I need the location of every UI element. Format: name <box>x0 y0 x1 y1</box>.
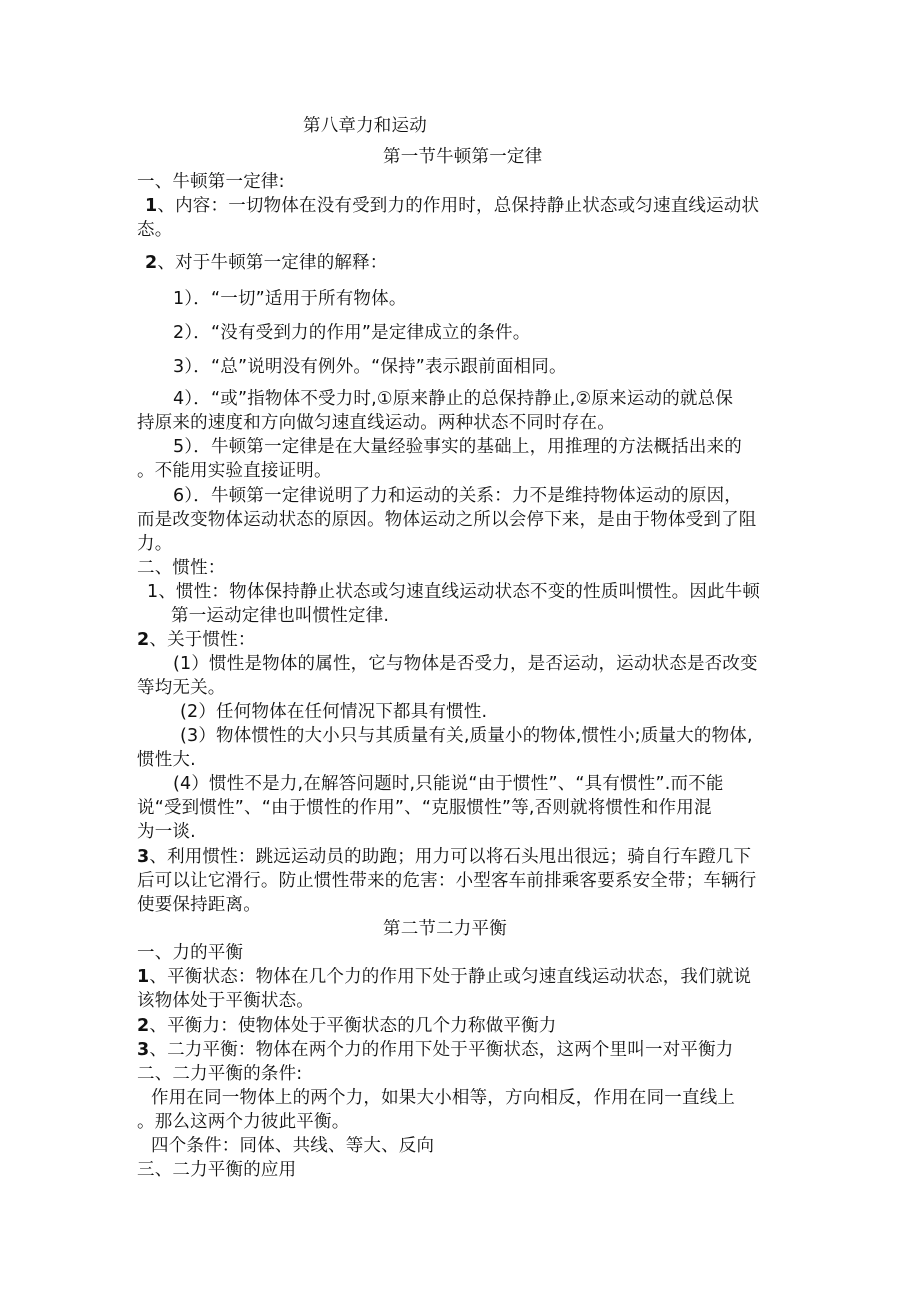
inertia-about-heading <box>137 628 256 652</box>
item-number: 2 <box>137 1016 150 1036</box>
section-title-1: 第一节牛顿第一定律 <box>383 147 543 167</box>
item-number: 3 <box>137 847 150 867</box>
explain-item-6-line2: 而是改变物体运动状态的原因。物体运动之所以会停下来，是由于物体受到了阻 <box>137 510 757 530</box>
conditions-line1: 作用在同一物体上的两个力，如果大小相等，方向相反，作用在同一直线上 <box>151 1088 736 1108</box>
inertia-def-line1: 1、惯性：物体保持静止状态或匀速直线运动状态不变的性质叫惯性。因此牛顿 <box>147 582 761 602</box>
text: 、利用惯性：跳远运动员的助跑；用力可以将石头甩出很远；骑自行车蹬几下 <box>149 847 752 867</box>
inertia-point-4-line3: 为一谈. <box>137 822 196 842</box>
text: 、对于牛顿第一定律的解释： <box>157 253 388 273</box>
inertia-point-3-line1: (3）物体惯性的大小只与其质量有关,质量小的物体,惯性小;质量大的物体, <box>180 726 753 746</box>
heading-balance-conditions: 二、二力平衡的条件: <box>137 1064 303 1084</box>
heading-newton-first-law: 一、牛顿第一定律: <box>137 172 285 192</box>
balance-state-line2: 该物体处于平衡状态。 <box>137 991 314 1011</box>
explain-item-6-line1: 6）．牛顿第一定律说明了力和运动的关系：力不是维持物体运动的原因， <box>173 486 742 506</box>
balance-state-line1 <box>137 965 751 989</box>
chapter-title: 第八章力和运动 <box>303 116 427 136</box>
paragraph-content-line1 <box>145 194 759 218</box>
section-title-2: 第二节二力平衡 <box>383 919 507 939</box>
explain-item-5-line1: 5）．牛顿第一定律是在大量经验事实的基础上，用推理的方法概括出来的 <box>173 437 742 457</box>
inertia-use-line2: 后可以让它滑行。防止惯性带来的危害：小型客车前排乘客要系安全带；车辆行 <box>137 871 757 891</box>
text: 、平衡力：使物体处于平衡状态的几个力称做平衡力 <box>149 1016 557 1036</box>
text: 、二力平衡：物体在两个力的作用下处于平衡状态，这两个里叫一对平衡力 <box>149 1040 734 1060</box>
paragraph-content-line2: 态。 <box>137 220 173 240</box>
text: 、内容：一切物体在没有受到力的作用时，总保持静止状态或匀速直线运动状 <box>157 196 760 216</box>
explain-item-4-line1: 4）．“或”指物体不受力时,①原来静止的总保持静止,②原来运动的就总保 <box>173 389 734 409</box>
inertia-def-line2: 第一运动定律也叫惯性定律. <box>171 606 390 626</box>
explain-item-2: 2）．“没有受到力的作用”是定律成立的条件。 <box>173 323 531 343</box>
inertia-point-4-line1: (4）惯性不是力,在解答问题时,只能说“由于惯性”、“具有惯性”.而不能 <box>173 774 724 794</box>
explain-item-5-line2: 。不能用实验直接证明。 <box>137 461 332 481</box>
item-number: 1 <box>145 196 158 216</box>
two-force-balance <box>137 1038 734 1062</box>
four-conditions: 四个条件：同体、共线、等大、反向 <box>151 1136 435 1156</box>
balance-force <box>137 1014 557 1038</box>
heading-balance-application: 三、二力平衡的应用 <box>137 1160 297 1180</box>
heading-force-balance: 一、力的平衡 <box>137 943 244 963</box>
inertia-point-2: (2）任何物体在任何情况下都具有惯性. <box>180 702 488 722</box>
inertia-point-1-line1: (1）惯性是物体的属性，它与物体是否受力，是否运动，运动状态是否改变 <box>173 654 758 674</box>
explain-item-6-line3: 力。 <box>137 534 173 554</box>
item-number: 1 <box>137 967 150 987</box>
inertia-use-line1 <box>137 845 751 869</box>
explain-item-3: 3）．“总”说明没有例外。“保持”表示跟前面相同。 <box>173 357 567 377</box>
explain-item-4-line2: 持原来的速度和方向做匀速直线运动。两种状态不同时存在。 <box>137 413 615 433</box>
explain-item-1: 1）．“一切”适用于所有物体。 <box>173 289 407 309</box>
inertia-point-3-line2: 惯性大. <box>137 750 196 770</box>
item-number: 2 <box>137 630 150 650</box>
heading-inertia: 二、惯性： <box>137 558 226 578</box>
text: 、平衡状态：物体在几个力的作用下处于静止或匀速直线运动状态，我们就说 <box>149 967 752 987</box>
item-number: 2 <box>145 253 158 273</box>
inertia-point-4-line2: 说“受到惯性”、“由于惯性的作用”、“克服惯性”等,否则就将惯性和作用混 <box>137 798 712 818</box>
inertia-use-line3: 使要保持距离。 <box>137 895 261 915</box>
inertia-point-1-line2: 等均无关。 <box>137 678 226 698</box>
paragraph-explain-heading <box>145 251 388 275</box>
conditions-line2: 。那么这两个力彼此平衡。 <box>137 1112 350 1132</box>
text: 、关于惯性： <box>149 630 256 650</box>
item-number: 3 <box>137 1040 150 1060</box>
